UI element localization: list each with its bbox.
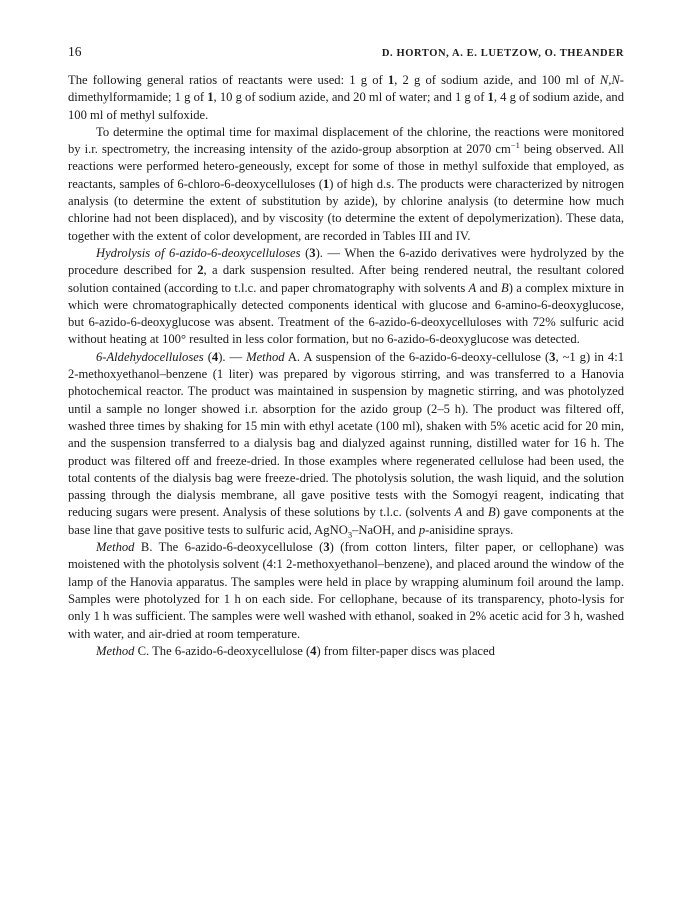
page-header xyxy=(68,44,624,60)
running-head: D. HORTON, A. E. LUETZOW, O. THEANDER xyxy=(381,48,624,59)
page-number: 16 xyxy=(68,44,82,59)
paragraph-method-a: 6-Aldehydocelluloses (4). — Method A. A suspension of the 6-azido-6-deoxy-cellulose (3, ~1 g) in 4:1 2-methoxyethanol–benzene (1 liter) was prepared by vigorous stirring, and was transferred to a Hanovia photochemical reactor. The product was maintained in suspension by magnetic stirring, and was photolyzed until a sample no longer showed i.r. absorption for the azido group (2–5 h). The product was filtered off, washed three times by shaking for 15 min with ethyl acetate (100 ml), shaken with 5% acetic acid for 20 min, and the suspension transferred to a dialysis bag and dialyzed against running, distilled water for 16 h. The product was filtered off and freeze-dried. In those examples where regenerated cellulose had been used, the total contents of the dialysis bag were freeze-dried. The photolysis solution, the wash liquid, and the solution passing through the dialysis membrane, all gave positive tests with the Somogyi reagent, indicating that reducing sugars were present. Analysis of these solutions by t.l.c. (solvents A and B) gave components at the base line that gave positive tests to sulfuric acid, AgNO$_3$–NaOH, and p-anisidine sprays. xyxy=(68,349,625,540)
paragraph-monitoring: To determine the optimal time for maximal displacement of the chlorine, the reactions were monitored by i.r. spectrometry, the increasing intensity of the azido-group absorption at 2070 $cm^{-1}$ being observed. All reactions were performed hetero-geneously, except for some of those in methyl sulfoxide that employed, as reactants, samples of 6-chloro-6-deoxycelluloses (1) of high d.s. The products were characterized by nitrogen analysis (to determine the extent of substitution by azide), by chlorine analysis (to determine how much chlorine had not been displaced), and by viscosity (to determine the extent of depolymerization). These data, together with the extent of color development, are recorded in Tables III and IV. xyxy=(68,124,625,243)
paragraph-ratios: The following general ratios of reactants were used: 1 g of 1, 2 g of sodium azide, and 100 ml of N,N-dimethylformamide; 1 g of 1, 10 g of sodium azide, and 20 ml of water; and 1 g of 1, 4 g of sodium azide, and 100 ml of methyl sulfoxide. xyxy=(68,73,625,122)
body-text xyxy=(68,72,624,660)
paragraph-method-c: Method C. The 6-azido-6-deoxycellulose (4) from filter-paper discs was placed xyxy=(96,643,495,658)
paragraph-hydrolysis: Hydrolysis of 6-azido-6-deoxycelluloses (3). — When the 6-azido derivatives were hydrolyzed by the procedure described for 2, a dark suspension resulted. After being rendered neutral, the resultant colored solution contained (according to t.l.c. and paper chromatography with solvents A and B) a complex mixture in which were chromatographically detected components identical with glucose and 6-amino-6-deoxyglucose, but 6-azido-6-deoxyglucose was absent. Treatment of the 6-azido-6-deoxycelluloses with 72% sulfuric acid without heating at 100° resulted in less color formation, but no 6-azido-6-deoxyglucose was detected. xyxy=(68,245,624,347)
paragraph-method-b: Method B. The 6-azido-6-deoxycellulose (3) (from cotton linters, filter paper, or cellophane) was moistened with the photolysis solvent (4:1 2-methoxyethanol–benzene), and placed around the window of the lamp of the Hanovia apparatus. The samples were held in place by wrapping aluminum foil around the lamp. Samples were photolyzed for 1 h on each side. For cellophane, because of its transparency, photo-lysis for only 1 h was sufficient. The samples were well washed with ethanol, soaked in 2% acetic acid for 3 h, washed with water, and air-dried at room temperature. xyxy=(68,540,624,641)
